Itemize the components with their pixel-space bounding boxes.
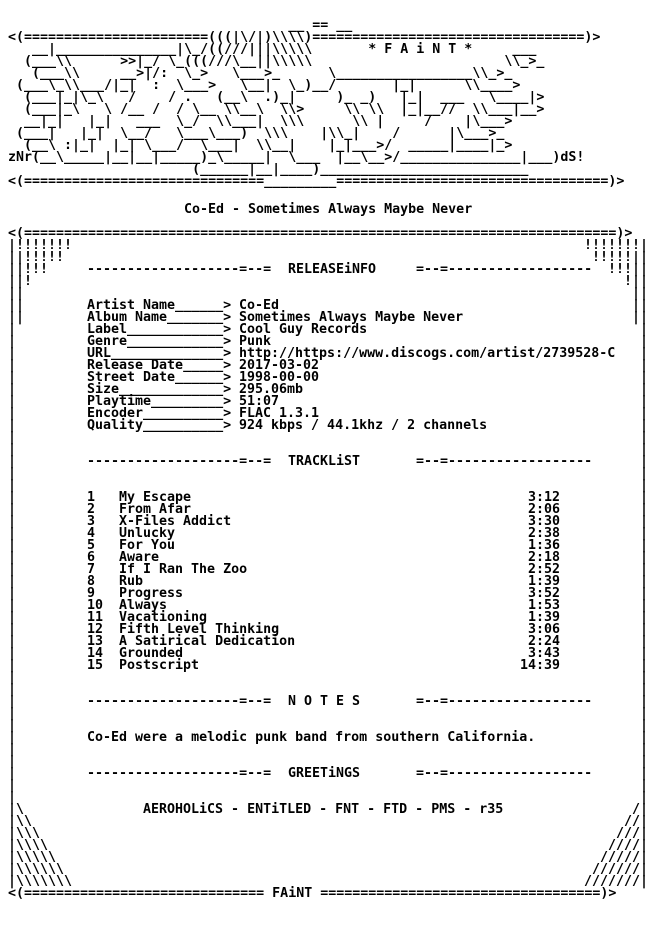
frame-right: | bbox=[639, 658, 648, 673]
frame-left: | bbox=[8, 334, 17, 349]
track-number: 10 bbox=[87, 598, 104, 613]
track-time: 2:24 bbox=[527, 634, 560, 649]
logo-line: __|_| |_| ___ \_/ \\___| \\\ \\ | / |\___> bbox=[8, 114, 513, 129]
bottom-border: <(============================== FAiNT ===================================)> bbox=[8, 886, 617, 901]
info-label: Release Date_____> bbox=[87, 358, 232, 373]
frame-right: | bbox=[639, 718, 648, 733]
frame-right: | bbox=[639, 430, 648, 445]
frame-left: | bbox=[8, 610, 17, 625]
frame-right: | bbox=[639, 790, 648, 805]
track-title: X-Files Addict bbox=[119, 514, 232, 529]
frame-left: | bbox=[8, 370, 17, 385]
frame-left: |\\\\\\\ bbox=[8, 874, 73, 889]
info-label: URL______________> bbox=[87, 346, 232, 361]
track-number: 8 bbox=[87, 574, 96, 589]
track-number: 5 bbox=[87, 538, 96, 553]
frame-right: | bbox=[639, 334, 648, 349]
frame-left: | bbox=[8, 790, 17, 805]
info-value: Sometimes Always Maybe Never bbox=[239, 310, 464, 325]
info-label: Artist Name______> bbox=[87, 298, 232, 313]
track-title: Aware bbox=[119, 550, 160, 565]
frame-right: | bbox=[639, 610, 648, 625]
logo-line: __|_______________|\_/((///|||\\\\\ * F A i N T * ___ bbox=[8, 42, 537, 57]
frame-left: || bbox=[8, 286, 25, 301]
track-number: 7 bbox=[87, 562, 96, 577]
frame-left: | bbox=[8, 634, 17, 649]
info-value: Punk bbox=[239, 334, 272, 349]
frame-right: ///////| bbox=[583, 874, 648, 889]
logo-line: __ == __ bbox=[8, 18, 353, 33]
notes-text: Co-Ed were a melodic punk band from southern California. bbox=[87, 730, 536, 745]
frame-left: | bbox=[8, 754, 17, 769]
section-rule-left: -------------------=--= bbox=[87, 766, 272, 781]
frame-right: | bbox=[639, 322, 648, 337]
frame-right: | bbox=[639, 538, 648, 553]
frame-right: | bbox=[639, 730, 648, 745]
track-time: 14:39 bbox=[519, 658, 560, 673]
frame-right: | bbox=[639, 622, 648, 637]
frame-right: | bbox=[639, 502, 648, 517]
frame-right: //| bbox=[623, 814, 648, 829]
section-title-greetings: GREETiNGS bbox=[288, 766, 361, 781]
frame-left: | bbox=[8, 730, 17, 745]
track-title: A Satirical Dedication bbox=[119, 634, 296, 649]
info-label: Size_____________> bbox=[87, 382, 232, 397]
section-rule-left: -------------------=--= bbox=[87, 454, 272, 469]
info-value: 2017-03-02 bbox=[239, 358, 320, 373]
frame-left: || bbox=[8, 310, 25, 325]
frame-left: | bbox=[8, 742, 17, 757]
section-rule-left: -------------------=--= bbox=[87, 262, 272, 277]
track-time: 1:36 bbox=[527, 538, 560, 553]
track-time: 2:38 bbox=[527, 526, 560, 541]
track-time: 1:53 bbox=[527, 598, 560, 613]
track-time: 2:52 bbox=[527, 562, 560, 577]
release-title: Co-Ed - Sometimes Always Maybe Never bbox=[184, 202, 473, 217]
frame-right: | bbox=[639, 358, 648, 373]
track-time: 3:12 bbox=[527, 490, 560, 505]
frame-right: | bbox=[639, 670, 648, 685]
logo-line: (___\_\\___/|_| : \___> \__| \_)__/ |_| \\____> bbox=[8, 78, 521, 93]
frame-right: | bbox=[639, 562, 648, 577]
track-number: 9 bbox=[87, 586, 96, 601]
track-time: 3:52 bbox=[527, 586, 560, 601]
frame-left: | bbox=[8, 670, 17, 685]
frame-left: | bbox=[8, 514, 17, 529]
frame-right: || bbox=[631, 310, 648, 325]
info-value: Co-Ed bbox=[239, 298, 280, 313]
section-rule-right: =--=------------------ bbox=[416, 694, 593, 709]
logo-line: (___\\ >>|_/ \_(((///\__||\\\\\ \\_>_ bbox=[8, 54, 545, 69]
frame-right: /| bbox=[631, 802, 648, 817]
frame-left: | bbox=[8, 382, 17, 397]
frame-left: | bbox=[8, 706, 17, 721]
frame-left: | bbox=[8, 550, 17, 565]
frame-right: | bbox=[639, 442, 648, 457]
info-label: Album Name_______> bbox=[87, 310, 232, 325]
frame-right: ///| bbox=[615, 826, 648, 841]
frame-right: | bbox=[639, 778, 648, 793]
frame-left: | bbox=[8, 502, 17, 517]
logo-line: (___| |_| \__/ \___\___) \\\ |\\_| / |\___>_ bbox=[8, 126, 505, 141]
frame-left: | bbox=[8, 346, 17, 361]
frame-right: ////| bbox=[607, 838, 648, 853]
track-title: Vacationing bbox=[119, 610, 208, 625]
frame-left: | bbox=[8, 562, 17, 577]
track-time: 3:30 bbox=[527, 514, 560, 529]
frame-right: || bbox=[631, 298, 648, 313]
frame-right: /////| bbox=[599, 850, 648, 865]
track-number: 15 bbox=[87, 658, 104, 673]
greetings-text: AEROHOLiCS - ENTiTLED - FNT - FTD - PMS - r35 bbox=[143, 802, 504, 817]
frame-right: | bbox=[639, 490, 648, 505]
track-title: Unlucky bbox=[119, 526, 176, 541]
logo-line: (___|_|\_\ / / . (__\ .)_| )_ _) |_| ___ \____|> bbox=[8, 90, 545, 105]
section-title-notes: N O T E S bbox=[288, 694, 361, 709]
frame-right: | bbox=[639, 754, 648, 769]
frame-left: | bbox=[8, 658, 17, 673]
frame-left: | bbox=[8, 574, 17, 589]
frame-right: | bbox=[639, 646, 648, 661]
track-number: 6 bbox=[87, 550, 96, 565]
frame-left: | bbox=[8, 778, 17, 793]
frame-right: | bbox=[639, 406, 648, 421]
track-title: From Afar bbox=[119, 502, 192, 517]
section-title-releaseinfo: RELEASEiNFO bbox=[288, 262, 377, 277]
track-title: My Escape bbox=[119, 490, 192, 505]
frame-left: | bbox=[8, 490, 17, 505]
info-value: http://https://www.discogs.com/artist/2739528-C bbox=[239, 346, 616, 361]
logo-line: (__\ :|_| |_| \___/ \___| \\__| |_|___>/ _____|____|_> bbox=[8, 138, 513, 153]
frame-right: | bbox=[639, 346, 648, 361]
track-time: 2:18 bbox=[527, 550, 560, 565]
track-number: 1 bbox=[87, 490, 96, 505]
frame-left: | bbox=[8, 646, 17, 661]
track-title: For You bbox=[119, 538, 176, 553]
info-value: 51:07 bbox=[239, 394, 280, 409]
track-number: 4 bbox=[87, 526, 96, 541]
info-label: Label____________> bbox=[87, 322, 232, 337]
frame-left: | bbox=[8, 586, 17, 601]
section-rule-right: =--=------------------ bbox=[416, 262, 593, 277]
frame-left: |\\\\\\ bbox=[8, 862, 65, 877]
info-label: Quality__________> bbox=[87, 418, 232, 433]
frame-right: !!!!!|| bbox=[591, 250, 648, 265]
track-number: 13 bbox=[87, 634, 104, 649]
frame-right: | bbox=[639, 454, 648, 469]
frame-left: |\\ bbox=[8, 814, 33, 829]
logo-line: <(==============================_________==================================)> bbox=[8, 174, 625, 189]
track-title: Rub bbox=[119, 574, 144, 589]
frame-left: | bbox=[8, 466, 17, 481]
track-title: Grounded bbox=[119, 646, 184, 661]
frame-right: !!!|| bbox=[607, 262, 648, 277]
logo-line: zNr(__\_____|__|__|_____)_\_____| \___ |__\__>/_______________|___)dS! bbox=[8, 150, 585, 165]
frame-left: | bbox=[8, 322, 17, 337]
track-title: Fifth Level Thinking bbox=[119, 622, 280, 637]
frame-right: | bbox=[639, 382, 648, 397]
frame-left: | bbox=[8, 454, 17, 469]
info-value: 295.06mb bbox=[239, 382, 304, 397]
track-time: 3:43 bbox=[527, 646, 560, 661]
track-time: 1:39 bbox=[527, 574, 560, 589]
track-time: 2:06 bbox=[527, 502, 560, 517]
frame-left: |\ bbox=[8, 802, 25, 817]
section-rule-right: =--=------------------ bbox=[416, 766, 593, 781]
frame-left: ||! bbox=[8, 274, 33, 289]
info-label: Encoder__________> bbox=[87, 406, 232, 421]
frame-right: !|| bbox=[623, 274, 648, 289]
frame-right: !!!!!!!| bbox=[583, 238, 648, 253]
frame-left: | bbox=[8, 718, 17, 733]
section-title-tracklist: TRACKLiST bbox=[288, 454, 361, 469]
frame-left: | bbox=[8, 598, 17, 613]
track-time: 3:06 bbox=[527, 622, 560, 637]
frame-right: | bbox=[639, 742, 648, 757]
section-rule-left: -------------------=--= bbox=[87, 694, 272, 709]
frame-left: |!!!!!!! bbox=[8, 238, 73, 253]
frame-left: || bbox=[8, 298, 25, 313]
frame-left: | bbox=[8, 430, 17, 445]
frame-left: | bbox=[8, 682, 17, 697]
frame-right: | bbox=[639, 550, 648, 565]
frame-right: | bbox=[639, 574, 648, 589]
frame-right: | bbox=[639, 598, 648, 613]
frame-left: |\\\\\ bbox=[8, 850, 57, 865]
info-label: Playtime_________> bbox=[87, 394, 232, 409]
frame-left: | bbox=[8, 442, 17, 457]
frame-right: | bbox=[639, 418, 648, 433]
frame-right: | bbox=[639, 370, 648, 385]
frame-right: | bbox=[639, 394, 648, 409]
frame-left: | bbox=[8, 766, 17, 781]
top-border: <(==========================================================================)> bbox=[8, 226, 633, 241]
info-value: 1998-00-00 bbox=[239, 370, 320, 385]
logo-line: (______|__|____)__________________________ bbox=[8, 162, 529, 177]
frame-right: | bbox=[639, 682, 648, 697]
frame-left: | bbox=[8, 694, 17, 709]
frame-right: | bbox=[639, 766, 648, 781]
frame-left: | bbox=[8, 538, 17, 553]
info-value: FLAC 1.3.1 bbox=[239, 406, 320, 421]
frame-left: | bbox=[8, 358, 17, 373]
frame-right: | bbox=[639, 706, 648, 721]
track-number: 14 bbox=[87, 646, 104, 661]
frame-right: || bbox=[631, 286, 648, 301]
track-number: 2 bbox=[87, 502, 96, 517]
logo-line: (___|_\ \ /__ / / \__ \\__\ \\> \\ \\ |_|__// \\___|__> bbox=[8, 102, 545, 117]
track-number: 3 bbox=[87, 514, 96, 529]
section-rule-right: =--=------------------ bbox=[416, 454, 593, 469]
frame-right: | bbox=[639, 694, 648, 709]
frame-left: ||!!! bbox=[8, 262, 49, 277]
frame-left: | bbox=[8, 478, 17, 493]
track-number: 12 bbox=[87, 622, 104, 637]
frame-right: | bbox=[639, 586, 648, 601]
frame-left: | bbox=[8, 394, 17, 409]
frame-right: | bbox=[639, 466, 648, 481]
track-time: 1:39 bbox=[527, 610, 560, 625]
frame-right: | bbox=[639, 526, 648, 541]
frame-left: |\\\ bbox=[8, 826, 41, 841]
track-title: Progress bbox=[119, 586, 184, 601]
track-title: Postscript bbox=[119, 658, 200, 673]
frame-right: | bbox=[639, 478, 648, 493]
frame-left: | bbox=[8, 406, 17, 421]
info-value: Cool Guy Records bbox=[239, 322, 368, 337]
frame-right: | bbox=[639, 634, 648, 649]
frame-left: | bbox=[8, 526, 17, 541]
frame-left: |\\\\ bbox=[8, 838, 49, 853]
info-label: Street Date______> bbox=[87, 370, 232, 385]
info-value: 924 kbps / 44.1khz / 2 channels bbox=[239, 418, 488, 433]
logo-line: (___\\ __>|/: \_> \___>_ \_________________\\_>_ bbox=[8, 66, 513, 81]
track-title: If I Ran The Zoo bbox=[119, 562, 248, 577]
frame-left: | bbox=[8, 622, 17, 637]
frame-left: | bbox=[8, 418, 17, 433]
track-number: 11 bbox=[87, 610, 104, 625]
frame-right: | bbox=[639, 514, 648, 529]
frame-right: //////| bbox=[591, 862, 648, 877]
info-label: Genre____________> bbox=[87, 334, 232, 349]
track-title: Always bbox=[119, 598, 168, 613]
logo-line: <(=======================(((|\/|)\\\\)==================================)> bbox=[8, 30, 601, 45]
frame-left: ||!!!!! bbox=[8, 250, 65, 265]
